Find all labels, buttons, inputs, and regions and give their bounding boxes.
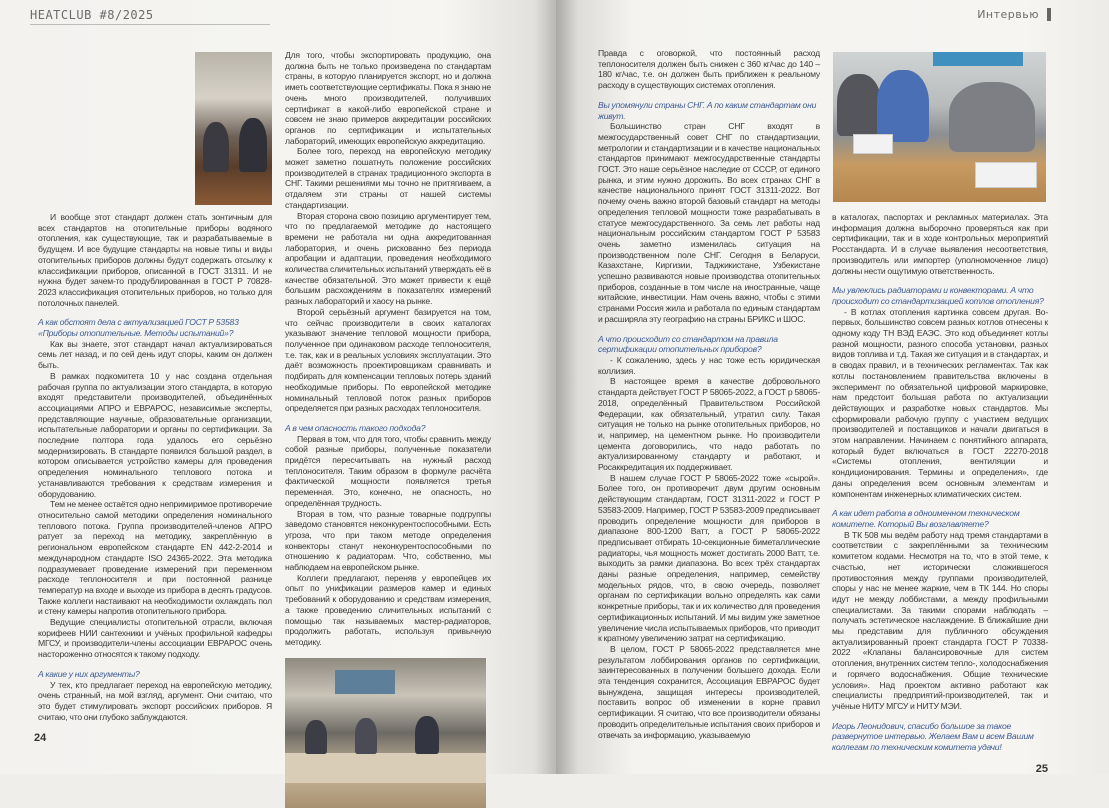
paragraph: И вообще этот стандарт должен стать зонтичным для всех стандартов на отопительные приборы водяного отопления, как существующие, так и разрабатываемые в будущем. И все будущие стандарты на новые типы и виды отопительных приборов должны будут содержать отсылку к классификации приборов, описанной в ГОСТ 31311. И не нужна будет зачем-то продублированная в ГОСТ Р 70828-2023 классификация отопительных приборов, но только для потолочных панелей.	[38, 212, 272, 308]
paragraph: в каталогах, паспортах и рекламных материалах. Эта информация должна выборочно проверяться как при сертификации, так и в ходе контрольных мероприятий Росстандарта. И в случае выявления несоответствия, производитель или импортер (уполномоченное лицо) должны нести ощутимую ответственность.	[832, 212, 1048, 276]
interview-question: А как идет работа в одноименном техническом комитете. Который Вы возглавляете?	[832, 508, 1020, 529]
paragraph: Первая в том, что для того, чтобы сравнить между собой разные приборы, полученные показатели придётся пересчитывать на нужный расход теплоносителя. Таким образом в формуле расчёта фактической мощности появляется третья переменная. Это, конечно, не опасность, но определённая трудность.	[285, 433, 491, 508]
paragraph: Вторая сторона свою позицию аргументирует тем, что по предлагаемой методике до настоящего времени не работала ни одна аккредитованная лаборатория, и очень рискованно без периода апробации и адаптации, проведения необходимого количества сличительных испытаний утверждать её в качестве обязательной. Это может привести к ещё большим расхождениям в показателях измерений разных лабораторий и хаосу на рынке.	[285, 210, 491, 307]
paragraph: - В котлах отопления картинка совсем другая. Во-первых, большинство совсем разных котлов отнесены к одному коду ТН ВЭД ЕАЭС. Это код объединяет котлы разной мощности, разного способа установки, разных видов топлива и т.д. Такая же ситуация и в стандартах, и в сводах правил, и в технических регламентах. Так как котлы постановлением правительства включены в эксперимент по обязательной цифровой маркировке, нам предстоит большая работа по актуализации действующих и разработке новых стандартов. Мы сформировали рабочую группу с участием ведущих производителей и поставщиков и начали двигаться в этом направлении. Начинаем с понятийного аппарата, который будет включаться в ГОСТ 22270-2018 «Системы отопления, вентиляции и кондиционирования. Термины и определения», где даны определения всем основным элементам и компонентам инженерных климатических систем.	[832, 306, 1048, 499]
interview-question: Мы увлеклись радиаторами и конвекторами. А что происходит со стандартизацией котлов отопления?	[832, 285, 1044, 306]
paragraph: В нашем случае ГОСТ Р 58065-2022 тоже «сырой». Более того, он противоречит двум другим основным действующим стандартам, ГОСТ 31311-2022 и ГОСТ Р 53583-2009. Например, ГОСТ Р 53583-2009 предписывает проводить определение мощности для приборов в диапазоне 800-1200 Ватт, а ГОСТ Р 58065-2022 предписывает отбирать 10-секционные биметаллические радиаторы, чья мощность может достигать 2000 Ватт, т.е. выходить за рамки диапазона. Во всех трёх стандартах даны разные определения, например, семейству модельных рядов, что, в свою очередь, позволяет органам по сертификации вольно определять как сами конкретные приборы, так и их количество для проведения сертификационных испытаний. И мы видим уже заметное увеличение числа испытываемых приборов, что приводит к кратному увеличению затрат на сертификацию.	[598, 472, 820, 644]
column-text	[832, 212, 1048, 753]
paragraph: - К сожалению, здесь у нас тоже есть юридическая коллизия.	[598, 354, 820, 376]
paragraph: Второй серьёзный аргумент базируется на том, что сейчас производители в своих каталогах указывают значение тепловой мощности прибора, полученное при одинаковом расходе теплоносителя, т.е. так, как и в реальных условиях эксплуатации. Это даёт возможность проектировщикам сравнивать и подбирать для компенсации тепловых потерь зданий необходимые приборы. По европейской методике номинальный тепловой поток разных приборов определяется при разных расходах теплоносителя.	[285, 306, 491, 414]
interview-question: А что происходит со стандартом на правила сертификации отопительных приборов?	[598, 333, 778, 355]
paragraph: В ТК 508 мы ведём работу над тремя стандартами в соответствии с закреплёнными за техническим комитетом кодами. Несмотря на то, что в этой теме, к счастью, нет исторически сложившегося противостояния между группами производителей, споры у нас не менее жаркие, чем в ТК 144. Но споры идут не между лоббистами, а между профильными специалистами. За такими спорами наблюдать – получать эстетическое наслаждение. В ближайшие дни мы представим для публичного обсуждения актуализированный проект стандарта ГОСТ Р 70338-2022 «Клапаны балансировочные для систем отопления, внутренних систем тепло-, холодоснабжения и горячего водоснабжения. Общие технические условия». Над проектом активно работают как специалисты предприятий-производителей, так и учёные НИТУ МГСУ и НИТУ МЭИ.	[832, 529, 1048, 711]
name-plate	[975, 162, 1037, 188]
paragraph: Большинство стран СНГ входят в межгосударственный совет СНГ по стандартизации, метрологии и стандартизации и в качестве национальных стандартов принимают межгосударственные стандарты ГОСТ. Это наше серьёзное наследие от СССР, от единого рынка, и этим нужно дорожить. Во всех странах СНГ в качестве национального принят ГОСТ 31311-2022. Вот почему очень важно второй базовый стандарт на методы определения тепловой мощности тоже разрабатывать в статусе межгосударственного. За семь лет работы над национальным российским стандартом ГОСТ Р 53583 очень заметно изменилась ситуация на производственном поле СНГ. Сегодня в Беларуси, Казахстане, Киргизии, Таджикистане, Узбекистане успешно развиваются новые производства отопительных приборов, созданные в том числе на иностранные, чаще китайские, инвестиции. Нам очень важно, чтобы с этими странами Россия жила и работала по единым стандартам и расширяла эту географию на страны БРИКС и ШОС.	[598, 121, 820, 324]
interview-question: Вы упомянули страны СНГ. А по каким стандартам они живут.	[598, 99, 817, 121]
photo-committee-meeting	[833, 52, 1046, 202]
paragraph: Правда с оговоркой, что постоянный расход теплоносителя должен быть снижен с 360 кг/час до 140 – 180 кг/час, т.е. он должен быть приближен к реальному расходу в существующих системах отопления.	[598, 48, 820, 91]
column-text	[598, 48, 820, 740]
magazine-header: HEATCLUB #8/2025	[30, 8, 270, 25]
paragraph: У тех, кто предлагает переход на европейскую методику, очень странный, на мой взгляд, аргумент. Они считаю, что это будет стимулировать экспорт российских приборов. Я считаю, что они глубоко заблуждаются.	[38, 679, 272, 722]
paragraph: Коллеги предлагают, переняв у европейцев их опыт по унификации размеров камер и единых требований к оборудованию и средствам измерения, а также проведению сличительных испытаний с помощью так называемых мастер-радиаторов, продолжить работать, используя привычную методику.	[285, 572, 491, 647]
wall-screen	[933, 52, 1023, 66]
paragraph: В целом, ГОСТ Р 58065-2022 представляется мне результатом лоббирования органов по сертификации, заинтересованных в получении большего дохода. Если эта тенденция сохранится, Ассоциация ЕВРАРОС будет вынуждена, защищая интересы производителей, поставить вопрос об изменении в корне правил сертификации. Я считаю, что все производители обязаны проводить определительные испытания своих приборов и отвечать за информацию, указываемую	[598, 643, 820, 740]
paragraph: Тем не менее остаётся одно непримиримое противоречие относительно самой методики определения номинального теплового потока. Группа производителей-членов АПРО ратует за переход на методику, закреплённую в региональном европейском стандарте EN 442-2-2014 и международном стандарте ISO 24365-2022. Эта методика подразумевает проведение измерений при переменном расходе теплоносителя и при постоянной разнице температур на входе и выходе из прибора в десять градусов. Также коллеги настаивают на необходимости охлаждать пол и стену камеры напротив отопительного прибора.	[38, 499, 272, 617]
column-right-1	[598, 48, 820, 740]
paragraph: В настоящее время в качестве добровольного стандарта действует ГОСТ Р 58065-2022, а ГОСТ р 58065-2018, определённый Правительством Российской Федерации, как обязательный, утратил силу. Такая ситуация не только на рынке отопительных приборов, но и, например, на цементном рынке. Но производители цемента договорились, что надо работать по актуализированному стандарту и работают, и Росаккредитация их поддерживает.	[598, 376, 820, 473]
page-number-left: 24	[34, 732, 47, 745]
paragraph: Для того, чтобы экспортировать продукцию, она должна быть не только произведена по стандартам страны, в которую планируется экспорт, но и должна иметь соответствующие сертификаты. Пока я знаю не очень много производителей, получивших сертификат в какой-либо европейской стране и совсем не знаю примеров аккредитации российских органов по сертификации и испытательных лабораторий, имеющих европейскую аккредитацию.	[285, 50, 491, 146]
paragraph: Как вы знаете, этот стандарт начал актуализироваться семь лет назад, и по сей день идут споры, каким он должен быть.	[38, 338, 272, 371]
name-plate	[853, 134, 893, 154]
interview-question: А в чем опасность такого подхода?	[285, 422, 426, 433]
paragraph: Более того, переход на европейскую методику может заметно пошатнуть положение российских производителей в странах традиционного экспорта в СНГ. Такими решениями мы точно не притягиваем, а отдаляем эти страны от нашей системы стандартизации.	[285, 146, 491, 210]
person-figure	[877, 70, 929, 142]
paragraph: Ведущие специалисты отопительной отрасли, включая корифеев НИИ сантехники и учёных профильной кафедры МГСУ, и производители-члены ассоциации ЕВРАРОС очень настороженно относятся к такому подходу.	[38, 617, 272, 660]
paragraph: В рамках подкомитета 10 у нас создана отдельная рабочая группа по актуализации этого стандарта, в которую входят представители производителей, объединённых ассоциациями АПРО и ЕВРАРОС, независимые эксперты, представляющие научные, образовательные организации, испытательные лаборатории и органы по сертификации. За последние полтора года удалось его серьёзно модернизировать. В стандарте появился большой раздел, в котором описывается устройство камеры для проведения определения номинального теплового потока и устанавливаются требования к средствам измерения и оборудованию.	[38, 370, 272, 499]
interview-question: А как обстоят дела с актуализацией ГОСТ Р 53583 «Приборы отопительные. Методы испытаний»?	[38, 317, 239, 339]
interview-question: Игорь Леонидович, спасибо большое за такое развернутое интервью. Желаем Вам и всем Вашим коллегам по техническим комитета удачи!	[832, 720, 1034, 753]
person-figure	[837, 74, 881, 136]
column-right-2	[832, 212, 1048, 776]
person-figure	[949, 82, 1035, 152]
paragraph: Вторая в том, что разные товарные подгруппы заведомо становятся неконкурентоспособными. Есть угроза, что при таком методе определения конвекторы станут неконкурентоспособными по отношению к радиаторам. Что, собственно, мы наблюдаем на европейском рынке.	[285, 508, 491, 573]
section-header: Интервью	[977, 8, 1051, 21]
page-number-right: 25	[1035, 762, 1048, 775]
interview-question: А какие у них аргументы?	[38, 668, 140, 679]
